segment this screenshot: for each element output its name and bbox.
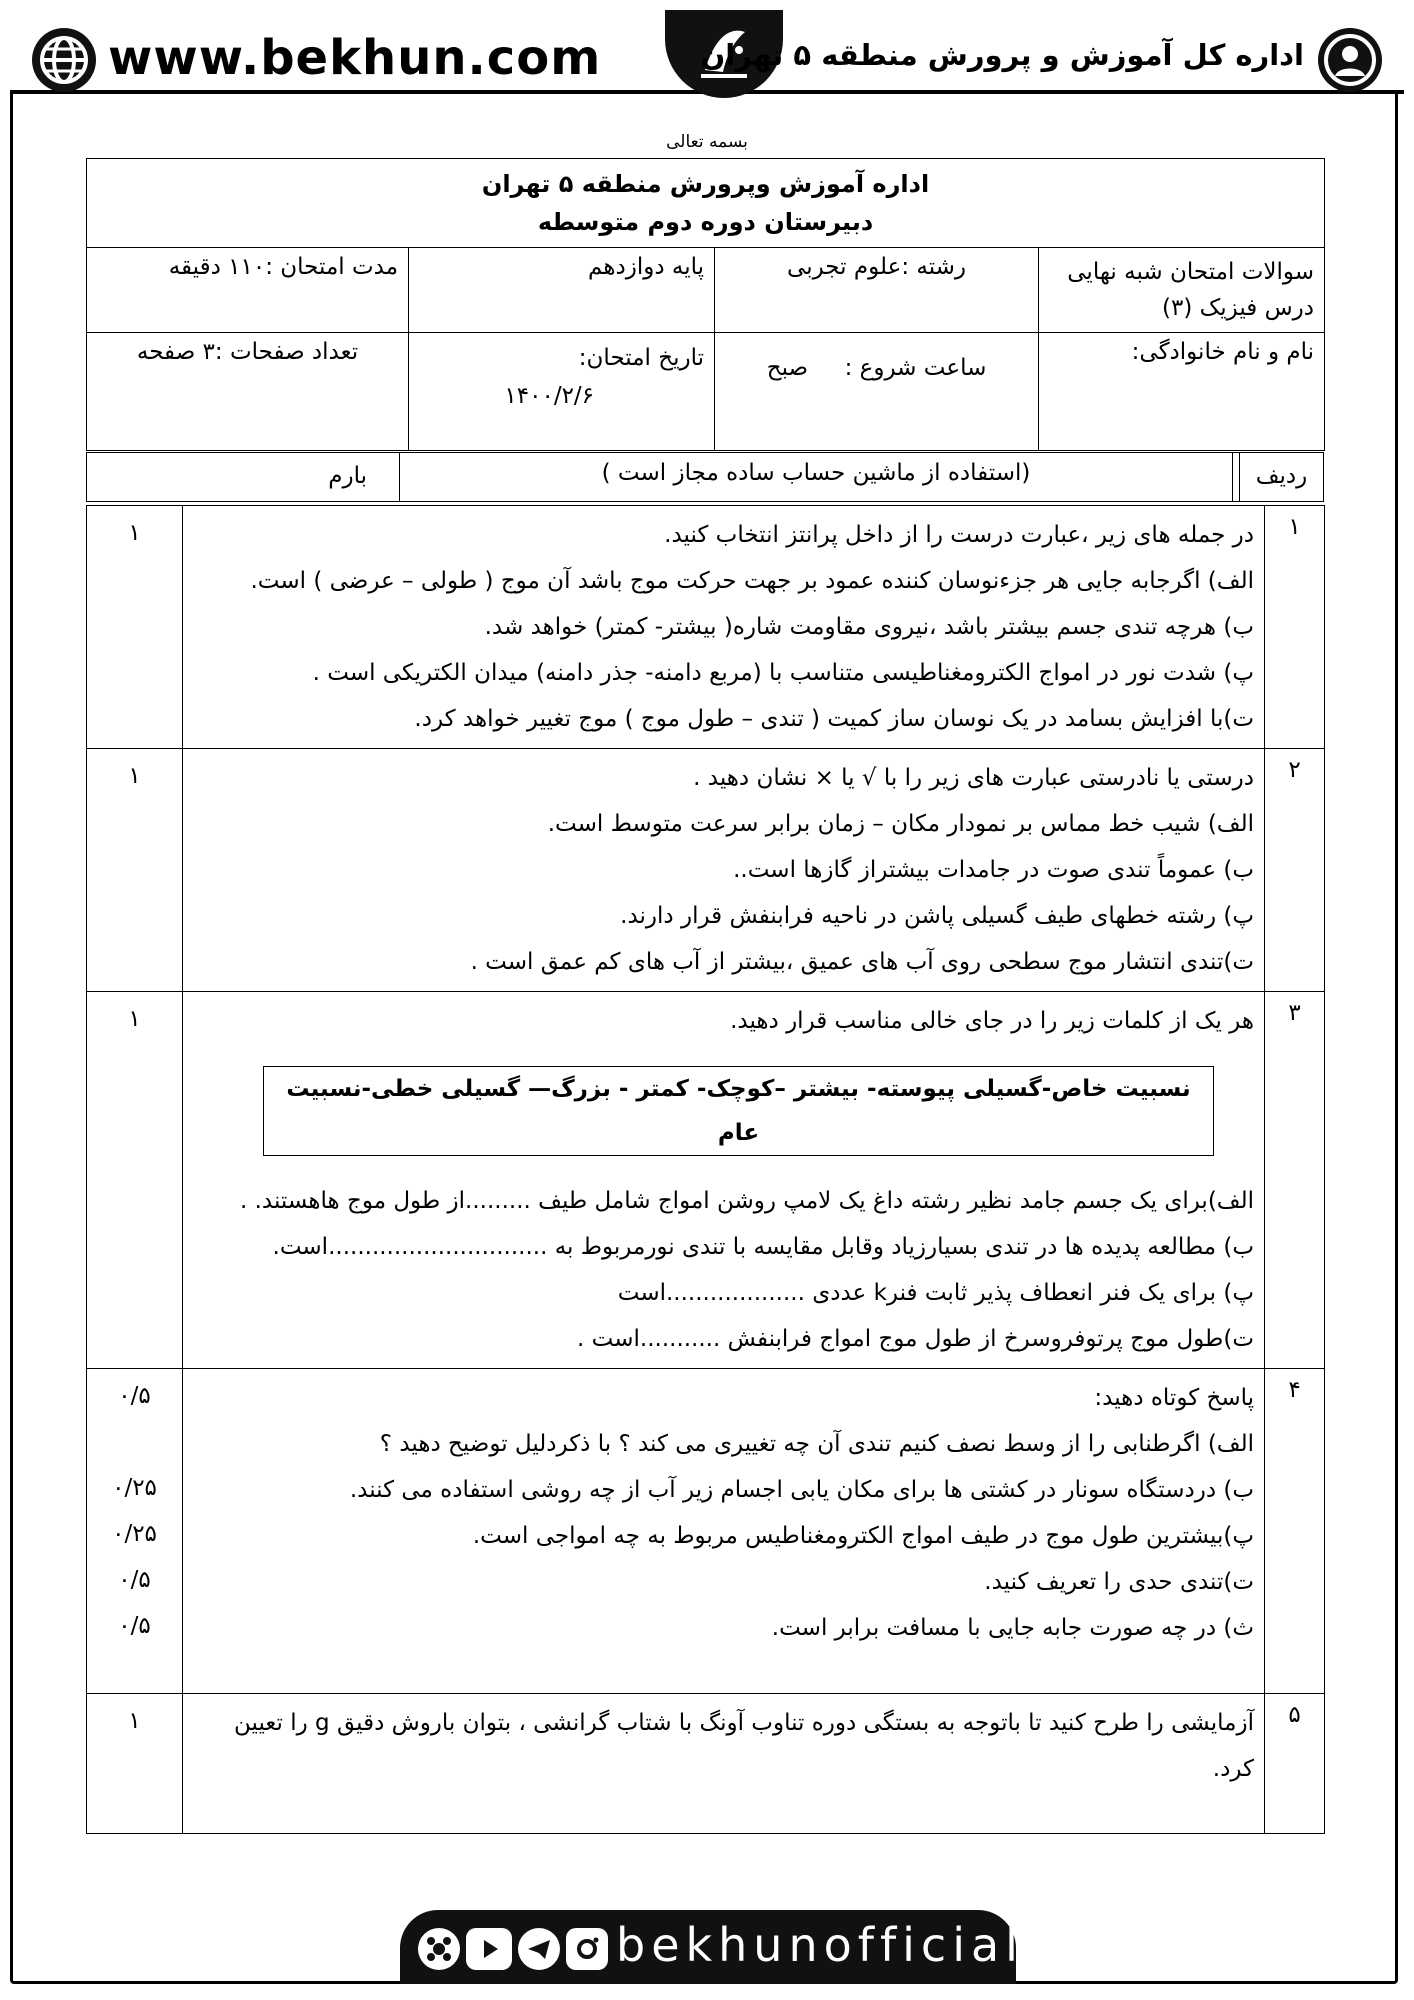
question-line: ت)تندی حدی را تعریف کنید. [984,1569,1254,1595]
sub-score: ۰/۵ [118,1383,151,1409]
page-count: تعداد صفحات :۳ صفحه [87,333,409,451]
question-body [183,749,1265,992]
question-line: ب) مطالعه پدیده ها در تندی بسیارزیاد وقابل مقایسه با تندی نورمربوط به ..............................است. [272,1234,1254,1260]
telegram-icon[interactable] [518,1928,560,1970]
youtube-icon[interactable] [466,1928,512,1970]
question-row-3 [87,992,1325,1369]
question-number: ۵ [1265,1694,1325,1834]
question-line: پ) شدت نور در امواج الکترومغناطیسی متناسب با (مربع دامنه- جذر دامنه) میدان الکتریکی است . [312,660,1254,686]
question-scores [87,1369,183,1694]
question-number: ۲ [1265,749,1325,992]
question-line: آزمایشی را طرح کنید تا باتوجه به بستگی دوره تناوب آونگ با شتاب گرانشی ، بتوان باروش دقیق g را تعیین کرد. [234,1710,1254,1782]
duration: مدت امتحان :۱۱۰ دقیقه [87,248,409,333]
question-line: پاسخ کوتاه دهید: [1094,1385,1254,1411]
sub-score: ۰/۵ [118,1567,151,1593]
sub-score: ۰/۵ [118,1613,151,1639]
question-number: ۳ [1265,992,1325,1369]
question-line: الف)برای یک جسم جامد نظیر رشته داغ یک لامپ روشن امواج شامل طیف .........از طول موج هاهستند. . [239,1188,1254,1214]
date-value: ۱۴۰۰/۲/۶ [504,383,595,409]
radif-label: ردیف [1239,453,1323,501]
question-line: ب) هرچه تندی جسم بیشتر باشد ،نیروی مقاومت شاره( بیشتر- کمتر) خواهد شد. [484,614,1254,640]
footer-banner [400,1910,1024,1984]
name-label[interactable]: نام و نام خانوادگی: [1039,333,1325,451]
site-url[interactable]: www.bekhun.com [108,30,602,86]
question-line: ت)با افزایش بسامد در یک نوسان ساز کمیت ( تندی – طول موج ) موج تغییر خواهد کرد. [414,706,1254,732]
score-label: بارم [328,463,367,489]
question-line: ث) در چه صورت جابه جایی با مسافت برابر است. [771,1615,1254,1641]
school-line-1: اداره آموزش وپرورش منطقه ۵ تهران [481,170,930,198]
question-body [183,992,1265,1369]
question-line: ت)طول موج پرتوفروسرخ از طول موج امواج فرابنفش ...........است . [577,1326,1254,1352]
question-line: پ) رشته خطهای طیف گسیلی پاشن در ناحیه فرابنفش قرار دارند. [620,903,1254,929]
question-line: پ) برای یک فنر انعطاف پذیر ثابت فنرk عددی ...................است [617,1280,1254,1306]
user-icon[interactable] [1318,28,1382,92]
question-body [183,506,1265,749]
sub-score: ۰/۲۵ [112,1475,157,1501]
start-time: ساعت شروع : صبح [715,333,1039,451]
date-label: تاریخ امتحان: [578,345,705,371]
calculator-note: (استفاده از ماشین حساب ساده مجاز است ) [399,453,1233,501]
course-name: درس فیزیک (۳) [1162,295,1315,321]
question-row-4 [87,1369,1325,1694]
exam-header-table [86,158,1325,451]
word-bank-box: نسبیت خاص-گسیلی پیوسته- بیشتر –کوچک- کمتر - بزرگ— گسیلی خطی-نسبیت عام [263,1066,1214,1156]
question-row-2 [87,749,1325,992]
question-body [183,1694,1265,1834]
question-score: ۱ [87,1694,183,1834]
question-row-5 [87,1694,1325,1834]
sub-score [88,1419,181,1465]
social-handle[interactable]: bekhunofficial [616,1918,1024,1972]
question-score: ۱ [87,749,183,992]
school-heading [87,159,1325,248]
exam-title: سوالات امتحان شبه نهایی [1067,259,1315,285]
field: رشته :علوم تجربی [715,248,1039,333]
question-line: پ)بیشترین طول موج در طیف امواج الکترومغناطیس مربوط به چه امواجی است. [472,1523,1254,1549]
question-body [183,1369,1265,1694]
question-number: ۴ [1265,1369,1325,1694]
question-line: در جمله های زیر ،عبارت درست را از داخل پرانتز انتخاب کنید. [664,522,1254,548]
question-line: ب) دردستگاه سونار در کشتی ها برای مکان یابی اجسام زیر آب از چه روشی استفاده می کنند. [349,1477,1254,1503]
office-title: اداره کل آموزش و پرورش منطقه ۵ تهران [700,38,1304,72]
question-intro: هر یک از کلمات زیر را در جای خالی مناسب قرار دهید. [730,1008,1254,1034]
globe-icon[interactable] [32,28,96,92]
sub-score: ۰/۲۵ [112,1521,157,1547]
question-line: ب) عموماً تندی صوت در جامدات بیشتراز گازها است.. [733,857,1254,883]
questions-table [86,505,1325,1834]
question-line: الف) شیب خط مماس بر نمودار مکان – زمان برابر سرعت متوسط است. [547,811,1254,837]
exam-title-cell [1039,248,1325,333]
question-row-1 [87,506,1325,749]
column-header-row [86,452,1324,502]
question-score: ۱ [87,506,183,749]
question-line: درستی یا نادرستی عبارت های زیر را با √ یا × نشان دهید . [693,765,1254,791]
exam-date-cell [409,333,715,451]
question-number: ۱ [1265,506,1325,749]
question-line: الف) اگرجابه جایی هر جزءنوسان کننده عمود بر جهت حرکت موج باشد آن موج ( طولی – عرضی ) است. [250,568,1254,594]
question-line: ت)تندی انتشار موج سطحی روی آب های عمیق ،بیشتر از آب های کم عمق است . [470,949,1254,975]
question-line: الف) اگرطنابی را از وسط نصف کنیم تندی آن چه تغییری می کند ؟ با ذکردلیل توضیح دهید ؟ [379,1431,1254,1457]
instagram-icon[interactable] [566,1928,608,1970]
question-score: ۱ [87,992,183,1369]
grade: پایه دوازدهم [409,248,715,333]
school-line-2: دبیرستان دوره دوم متوسطه [537,208,874,236]
aparat-icon[interactable] [418,1928,460,1970]
bismillah: بسمه تعالی [666,132,748,152]
top-banner [10,10,1404,94]
